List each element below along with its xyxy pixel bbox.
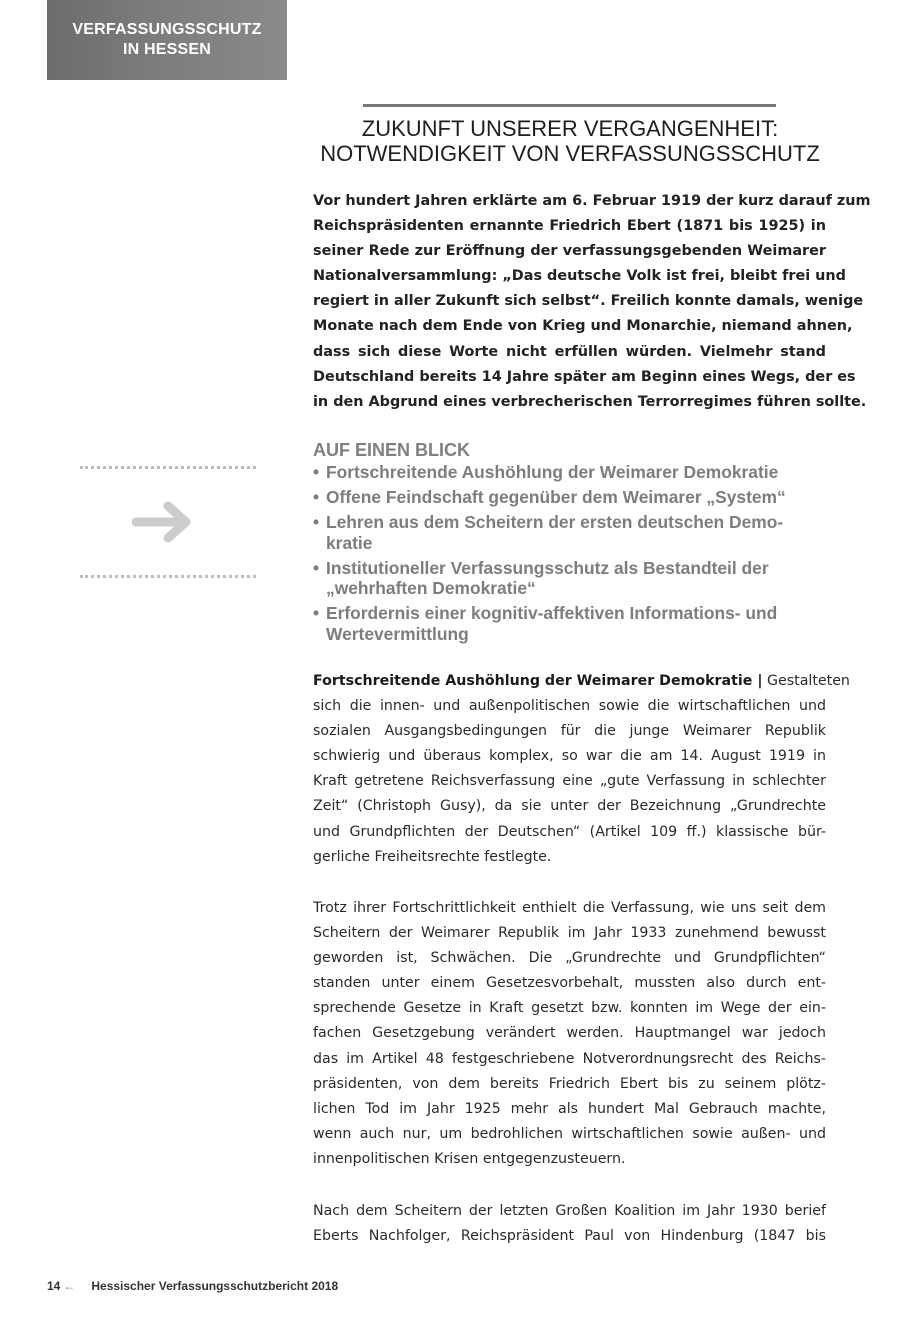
intro-line: Vor hundert Jahren erklärte am 6. Februar 1919 der kurz darauf zum	[313, 193, 871, 209]
body-line: Scheitern der Weimarer Republik im Jahr 1933 zunehmend bewusst	[313, 925, 826, 942]
body-line: geworden ist, Schwächen. Die „Grundrechte und Grundpflichten“	[313, 950, 826, 967]
page-title-line2: NOTWENDIGKEIT VON VERFASSUNGSSCHUTZ	[320, 141, 820, 166]
body-line: präsidenten, von dem bereits Friedrich Ebert bis zu seinem plötz-	[313, 1075, 826, 1092]
body-line: standen unter einem Gesetzesvorbehalt, mussten also durch ent-	[313, 975, 826, 992]
footer-title: Hessischer Verfassungsschutzbericht 2018	[91, 1279, 339, 1293]
dotted-divider-bottom	[80, 575, 256, 578]
glance-item	[313, 462, 833, 483]
glance-item-text: Fortschreitende Aushöhlung der Weimarer Demokratie	[326, 462, 779, 482]
arrow-right-icon	[132, 498, 194, 546]
glance-item	[313, 603, 833, 644]
paragraph-3	[313, 1199, 826, 1249]
page-number: 14	[47, 1279, 61, 1293]
glance-item	[313, 558, 833, 599]
paragraph-2	[313, 896, 826, 1172]
intro-line: Monate nach dem Ende von Krieg und Monarchie, niemand ahnen,	[313, 318, 853, 335]
body-line: innenpolitischen Krisen entgegenzusteuern.	[313, 1150, 626, 1167]
header-label-line2: IN HESSEN	[122, 41, 212, 58]
glance-list	[313, 462, 833, 649]
body-line: Kraft getretene Reichsverfassung eine „gute Verfassung in schlechter	[313, 773, 826, 790]
body-line: Nach dem Scheitern der letzten Großen Koalition im Jahr 1930 berief	[313, 1203, 826, 1219]
bullet-icon: •	[313, 487, 320, 507]
body-line: und Grundpflichten der Deutschen“ (Artikel 109 ff.) klassische bür-	[313, 823, 826, 840]
back-arrow-icon[interactable]: ←	[63, 1279, 76, 1293]
glance-item-text: Institutioneller Verfassungsschutz als Bestandteil der	[326, 557, 769, 578]
section-1-heading: Fortschreitende Aushöhlung der Weimarer Demokratie |	[313, 673, 763, 689]
body-line: Trotz ihrer Fortschrittlichkeit enthielt die Verfassung, wie uns seit dem	[313, 900, 826, 916]
bullet-icon: •	[313, 603, 320, 623]
body-line: sich die innen- und außenpolitischen sowie die wirtschaftlichen und	[313, 698, 826, 715]
body-line: das im Artikel 48 festgeschriebene Notverordnungsrecht des Reichs-	[313, 1050, 826, 1067]
glance-item-text: Offene Feindschaft gegenüber dem Weimarer „System“	[326, 487, 786, 507]
glance-item-text: Lehren aus dem Scheitern der ersten deutschen Demo-	[326, 512, 784, 532]
body-line: gerliche Freiheitsrechte festlegte.	[313, 848, 552, 865]
glance-item	[313, 487, 833, 508]
header-label-line1: VERFASSUNGSSCHUTZ	[72, 21, 262, 38]
header-label-box	[47, 0, 287, 80]
glance-heading: AUF EINEN BLICK	[313, 440, 470, 460]
page-title-line1: ZUKUNFT UNSERER VERGANGENHEIT:	[361, 116, 779, 141]
body-line: fachen Gesetzgebung verändert werden. Hauptmangel war jedoch	[313, 1025, 826, 1042]
intro-line: seiner Rede zur Eröffnung der verfassungsgebenden Weimarer	[313, 243, 826, 260]
intro-line: Reichspräsidenten ernannte Friedrich Ebert (1871 bis 1925) in	[313, 218, 826, 235]
body-line	[313, 669, 850, 694]
bullet-icon: •	[313, 557, 320, 578]
bullet-icon: •	[313, 462, 320, 482]
body-line: Eberts Nachfolger, Reichspräsident Paul von Hindenburg (1847 bis	[313, 1228, 826, 1245]
body-line: wenn auch nur, um bedrohlichen wirtschaftlichen sowie außen- und	[313, 1125, 826, 1142]
intro-line: Nationalversammlung: „Das deutsche Volk ist frei, bleibt frei und	[313, 268, 846, 285]
intro-paragraph	[313, 189, 871, 415]
page-footer	[47, 1278, 338, 1294]
glance-item-text-cont: kratie	[326, 532, 373, 553]
body-line: schwierig und überaus komplex, so war die am 14. August 1919 in	[313, 748, 826, 765]
intro-line: Deutschland bereits 14 Jahre später am Beginn eines Wegs, der es	[313, 368, 856, 385]
glance-item	[313, 512, 833, 553]
section-1-paragraph	[313, 669, 850, 870]
bullet-icon: •	[313, 512, 320, 532]
body-line: sozialen Ausgangsbedingungen für die junge Weimarer Republik	[313, 723, 826, 740]
intro-line: in den Abgrund eines verbrecherischen Terrorregimes führen sollte.	[313, 393, 867, 410]
intro-line: dass sich diese Worte nicht erfüllen würden. Vielmehr stand	[313, 343, 826, 360]
intro-line: regiert in aller Zukunft sich selbst“. Freilich konnte damals, wenige	[313, 293, 864, 310]
body-line: lichen Tod im Jahr 1925 mehr als hundert Mal Gebrauch machte,	[313, 1100, 826, 1117]
glance-item-text: Erfordernis einer kognitiv-affektiven Informations- und	[326, 603, 778, 623]
title-rule	[363, 104, 776, 107]
body-line: Zeit“ (Christoph Gusy), da sie unter der Bezeichnung „Grundrechte	[313, 798, 826, 815]
body-line: sprechende Gesetze in Kraft gesetzt bzw. konnten im Wege der ein-	[313, 1000, 826, 1017]
glance-item-text-cont: „wehrhaften Demokratie“	[326, 578, 536, 598]
body-line-text: Gestalteten	[762, 673, 850, 689]
page-title	[300, 116, 840, 166]
glance-item-text-cont: Wertevermittlung	[326, 623, 469, 644]
dotted-divider-top	[80, 466, 256, 469]
